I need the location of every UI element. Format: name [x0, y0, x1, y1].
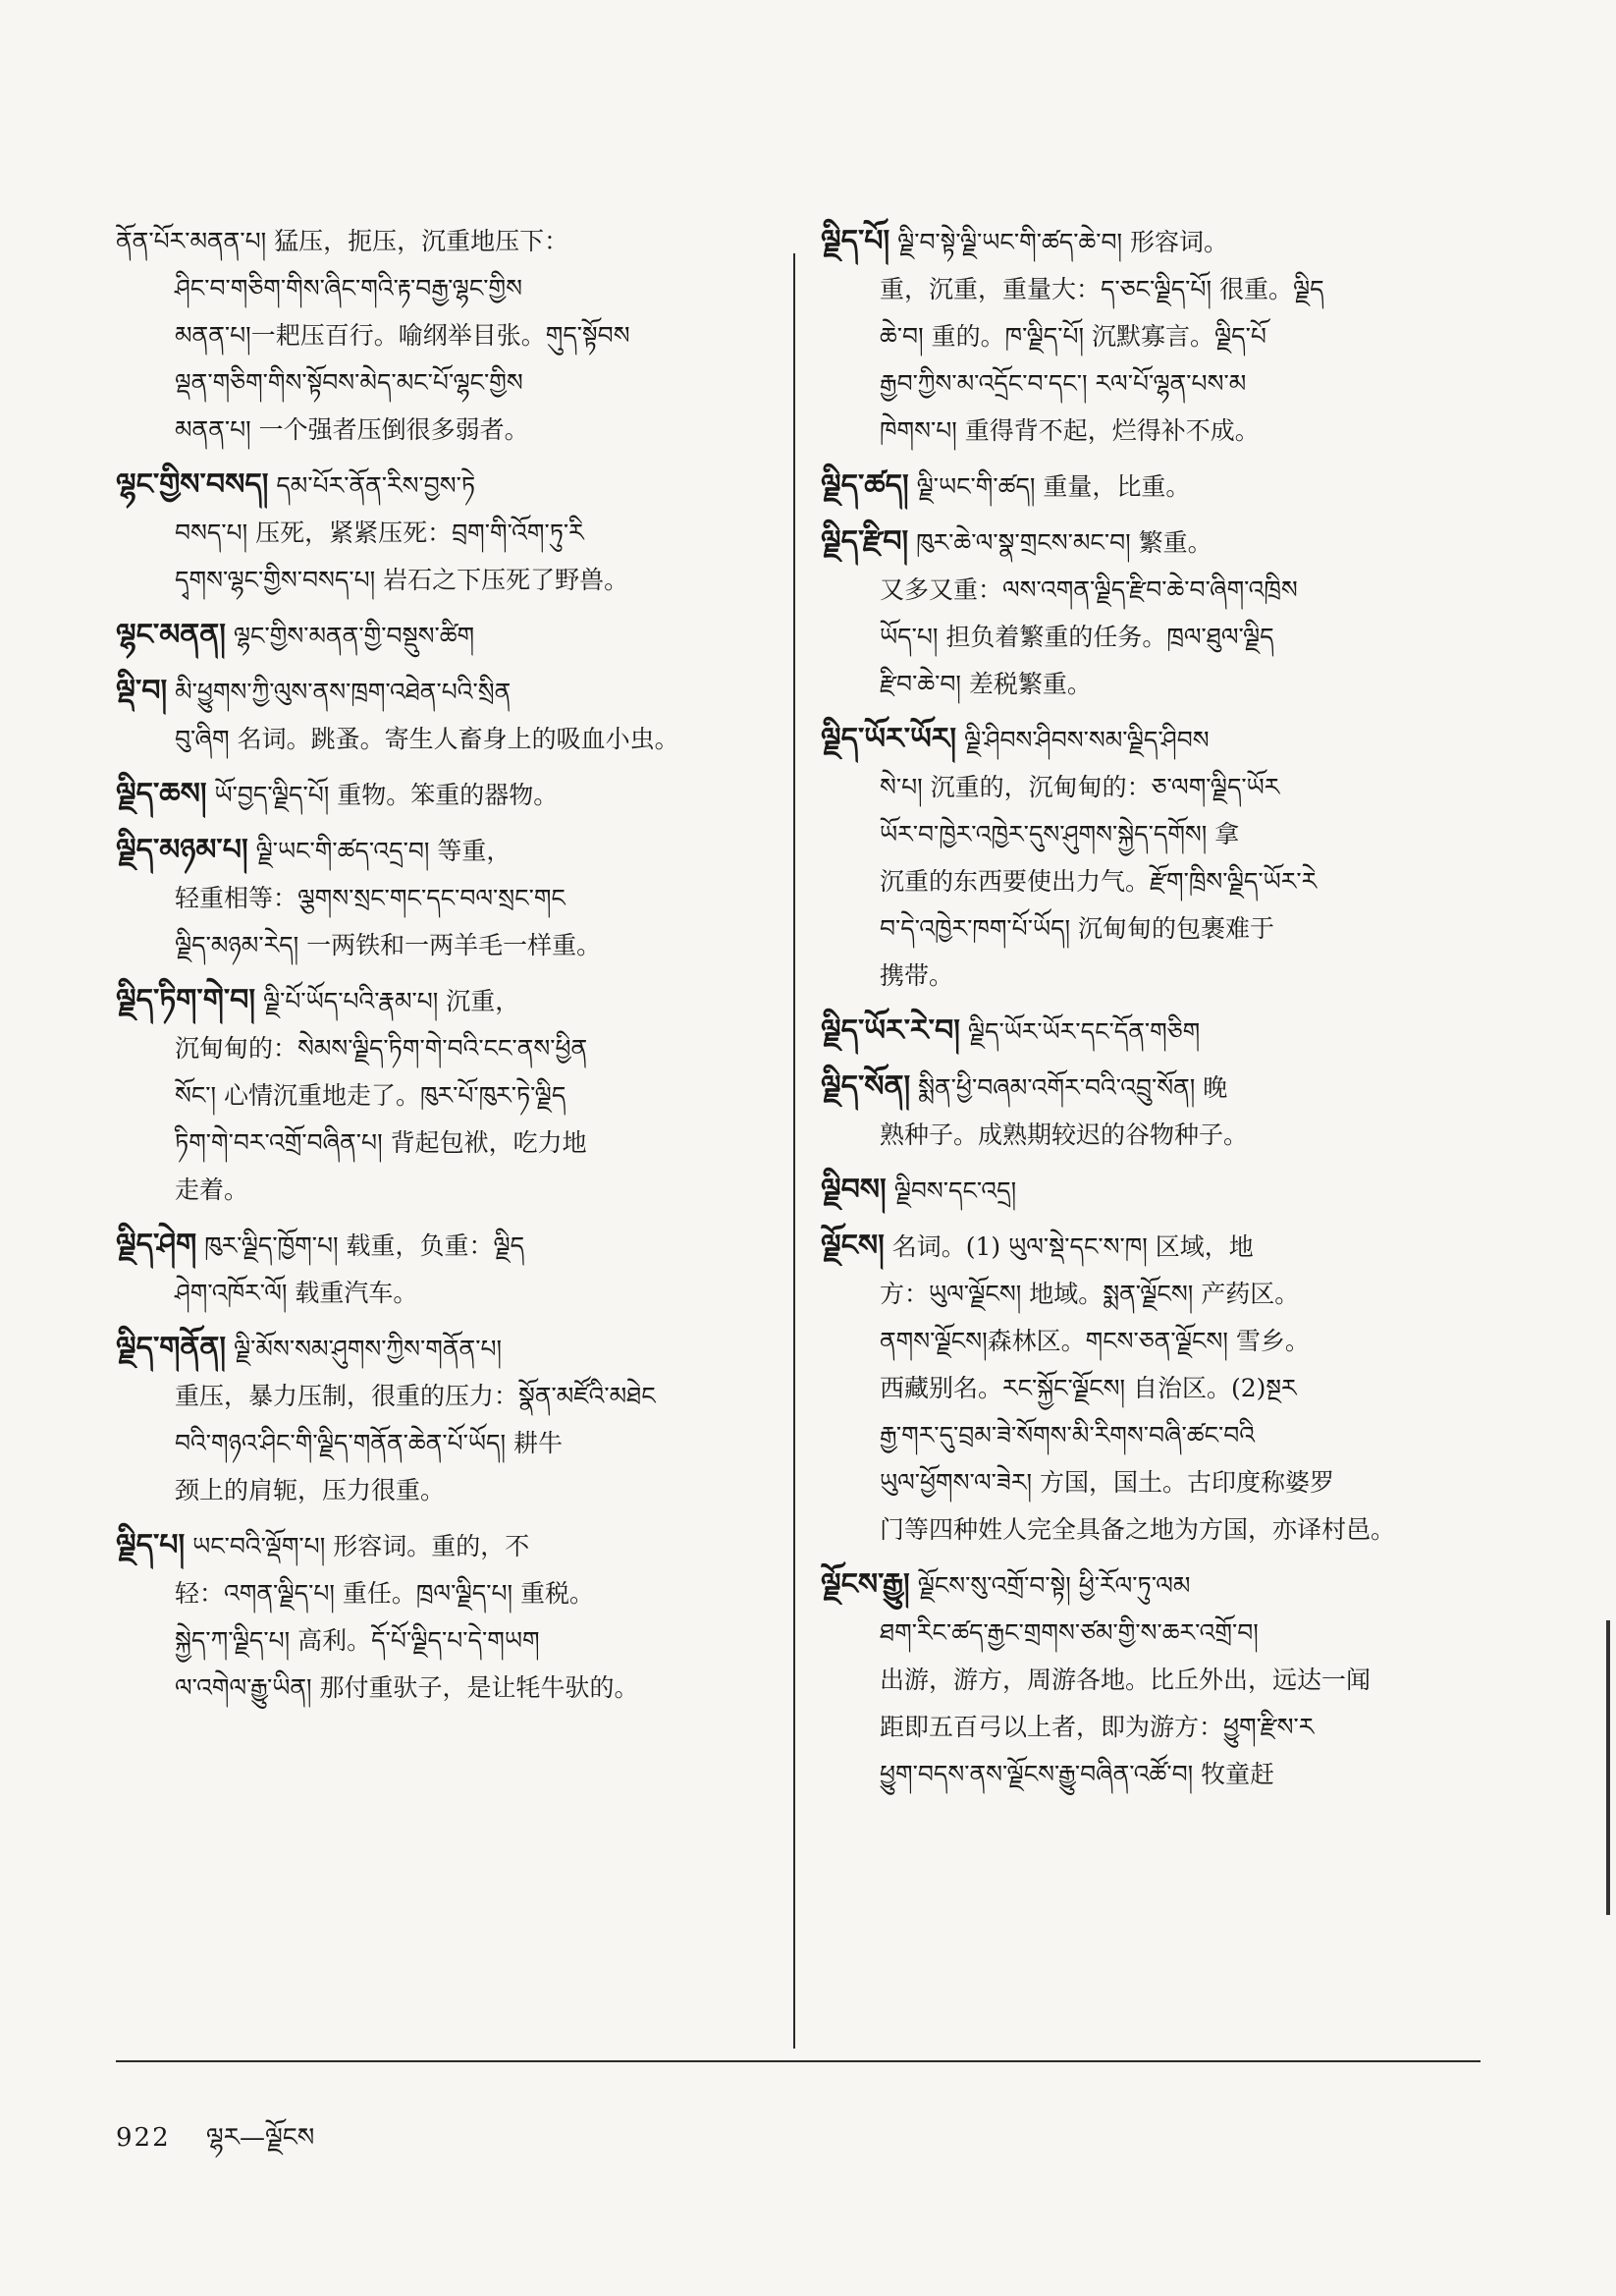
entry-text: བུ་ཞིག 名词。跳蚤。寄生人畜身上的吸血小虫。	[175, 725, 679, 753]
entry-text: 熟种子。成熟期较迟的谷物种子。	[880, 1121, 1249, 1149]
entry-line	[116, 1420, 776, 1467]
entry-text: རྫིབ་ཆེ་བ། 差税繁重。	[880, 670, 1092, 698]
entry-line	[116, 875, 776, 922]
entry-text: ལྗི་ཡང་གི་ཚད། 重量，比重。	[916, 472, 1191, 501]
entry-text: 重压，暴力压制，很重的压力：སྣོན་མཛོའི་མཐེང	[175, 1382, 656, 1410]
dictionary-entry	[821, 1223, 1488, 1554]
headword: ལྷང་གྱིས་བསད།	[116, 467, 269, 502]
entry-text: 方：ཡུལ་ལྗོངས། 地域。སྨན་ལྗོངས། 产药区。	[880, 1280, 1300, 1308]
left-column	[116, 218, 776, 1720]
entry-text: ལྗི་བ་སྟེ་ལྗི་ཡང་གི་ཚད་ཆེ་བ། 形容词。	[897, 228, 1229, 256]
entry-line	[821, 1318, 1488, 1365]
entry-text: ལྗི་ཤིབས་ཤིབས་སམ་ལྗིད་ཤིབས	[964, 726, 1210, 754]
entry-text: ལྗི་པོ་ཡོད་པའི་རྣམ་པ། 沉重，	[262, 987, 520, 1015]
right-column	[821, 218, 1488, 1806]
entry-text: དྭགས་ལྷང་གྱིས་བསད་པ། 岩石之下压死了野兽。	[175, 566, 629, 594]
entry-line	[116, 922, 776, 969]
entry-line	[116, 1120, 776, 1167]
entry-line	[821, 408, 1488, 455]
headword: ལྗོངས་རྒྱུ།	[821, 1567, 910, 1602]
entry-line	[821, 1704, 1488, 1751]
entry-text: 又多又重：ལས་འགན་ལྗིད་རྫིབ་ཆེ་བ་ཞིག་འཁྲིས	[880, 575, 1298, 604]
entry-line	[116, 1270, 776, 1317]
entry-text: 走着。	[175, 1175, 249, 1204]
dictionary-entry	[821, 1064, 1488, 1159]
entry-line	[116, 668, 776, 716]
entry-text: བའི་གཉའ་ཤིང་གི་ལྗིད་གནོན་ཆེན་པོ་ཡོད། 耕牛	[175, 1429, 563, 1457]
entry-line	[116, 1467, 776, 1514]
entry-text: ཆེ་བ། 重的。ཁ་ལྗིད་པོ། 沉默寡言。ལྗིད་པོ	[880, 322, 1266, 351]
headword: ལྗོངས།	[821, 1229, 885, 1263]
headword: ལྗིད་མཉམ་པ།	[116, 833, 248, 867]
entry-line	[116, 218, 776, 265]
entry-line	[116, 771, 776, 819]
entry-line	[821, 313, 1488, 360]
entry-text: ལྡན་གཅིག་གིས་སྟོབས་མེད་མང་པོ་ལྷང་གྱིས	[175, 368, 523, 397]
entry-text: ཡོད་པ། 担负着繁重的任务。ཁྲལ་ཐུལ་ལྗིད	[880, 623, 1274, 651]
entry-line	[821, 1459, 1488, 1506]
entry-text: ཡོ་བྱད་ལྗིད་པོ། 重物。笨重的器物。	[214, 781, 559, 809]
entry-line	[116, 827, 776, 875]
entry-line	[116, 557, 776, 604]
entry-text: ལྷང་གྱིས་མནན་གྱི་བསྡུས་ཚིག	[233, 622, 475, 650]
headword: ལྷང་མནན།	[116, 618, 226, 652]
entry-text: ལྗི་མོས་སམ་ཤུགས་ཀྱིས་གནོན་པ།	[234, 1335, 503, 1363]
entry-line	[116, 1025, 776, 1072]
entry-text: ལྗོངས་སུ་འགྲོ་བ་སྟེ། ཕྱི་རོལ་ཏུ་ལམ	[917, 1571, 1191, 1600]
entry-line	[821, 1167, 1488, 1215]
dictionary-entry	[116, 612, 776, 660]
entry-line	[821, 463, 1488, 511]
entry-text: ཡུལ་ཕྱོགས་ལ་ཟེར། 方国，国土。古印度称婆罗	[880, 1468, 1334, 1497]
footer-rule	[116, 2060, 1481, 2062]
entry-text: སེ་པ། 沉重的，沉甸甸的：ཅ་ལག་ལྗིད་ཡོར	[880, 773, 1280, 801]
headword: ལྡི་བ།	[116, 674, 168, 708]
entry-line	[821, 1112, 1488, 1159]
dictionary-entry	[821, 519, 1488, 708]
dictionary-entry	[116, 771, 776, 819]
entry-text: བ་དེ་འཁྱེར་ཁག་པོ་ཡོད། 沉甸甸的包裹难于	[880, 914, 1275, 943]
dictionary-entry	[116, 218, 776, 454]
entry-line	[116, 1373, 776, 1420]
dictionary-entry	[116, 977, 776, 1214]
entry-text: དམ་པོར་ནོན་རིས་བྱས་ཏེ	[276, 471, 476, 500]
entry-line	[821, 1008, 1488, 1056]
entry-text: 轻：འགན་ལྗིད་པ། 重任。ཁྲལ་ལྗིད་པ། 重税。	[175, 1579, 594, 1608]
entry-line	[821, 614, 1488, 661]
entry-line	[821, 661, 1488, 708]
entry-text: 沉重的东西要使出力气。རྫོག་ཁྲིས་ལྗིད་ཡོར་རེ	[880, 867, 1318, 896]
entry-text: 携带。	[880, 961, 954, 990]
entry-text: ནགས་ལྗོངས།森林区。གངས་ཅན་ལྗོངས། 雪乡。	[880, 1327, 1310, 1355]
headword: ལྗིད་པོ།	[821, 224, 890, 258]
entry-line	[821, 1657, 1488, 1704]
column-divider	[793, 253, 795, 2049]
entry-text: མནན་པ།一耙压百行。喻纲举目张。གུད་སྟོབས	[175, 321, 630, 350]
entry-line	[116, 1325, 776, 1373]
entry-line	[116, 462, 776, 510]
entry-line	[116, 977, 776, 1025]
entry-line	[821, 905, 1488, 953]
dictionary-entry	[821, 218, 1488, 455]
entry-line	[116, 1617, 776, 1665]
entry-text: རྒྱབ་ཀྱིས་མ་འདྲོང་བ་དང་། རལ་པོ་ལྷན་པས་མ	[880, 369, 1247, 398]
entry-text: 距即五百弓以上者，即为游方：ཕྱུག་རྫིས་ར	[880, 1713, 1315, 1741]
entry-text: ཕྱུག་བདས་ནས་ལྗོངས་རྒྱུ་བཞིན་འཚོ་བ། 牧童赶	[880, 1760, 1275, 1788]
entry-line	[821, 1751, 1488, 1798]
dictionary-entry	[116, 827, 776, 969]
dictionary-entry	[821, 1561, 1488, 1798]
dictionary-entry	[116, 668, 776, 763]
entry-line	[116, 359, 776, 407]
entry-text: 沉甸甸的：སེམས་ལྗིད་ཏིག་གེ་བའི་ངང་ནས་ཕྱིན	[175, 1034, 588, 1063]
entry-line	[821, 567, 1488, 614]
entry-line	[116, 1665, 776, 1712]
entry-line	[821, 811, 1488, 858]
entry-text: 出游，游方，周游各地。比丘外出，远达一闻	[880, 1666, 1372, 1694]
dictionary-entry	[116, 462, 776, 604]
entry-line	[821, 764, 1488, 811]
entry-line	[821, 218, 1488, 266]
entry-line	[821, 1223, 1488, 1271]
headword: ལྗིད་ཤེག	[116, 1228, 197, 1262]
entry-text: བསད་པ། 压死，紧紧压死：བྲག་གི་འོག་ཏུ་རི	[175, 519, 584, 547]
entry-text: ཤིང་བ་གཅིག་གིས་ཞིང་གའི་རྟ་བརྒྱ་ལྷང་གྱིས	[175, 274, 522, 302]
page-footer	[116, 2109, 314, 2181]
entry-line	[116, 1570, 776, 1617]
headword: ལྗིད་ཆས།	[116, 777, 207, 811]
entry-text: 重，沉重，重量大：ད་ཅང་ལྗིད་པོ། 很重。ལྗིད	[880, 275, 1324, 303]
entry-line	[821, 1610, 1488, 1657]
entry-text: ཁུར་ལྗིད་ཁྱོག་པ། 载重，负重：ལྗིད	[204, 1231, 525, 1260]
headword: ལྗིད་ཏིག་གེ་བ།	[116, 983, 256, 1017]
page-range: ལྷར—ལྗོངས	[205, 2123, 315, 2153]
dictionary-entry	[821, 716, 1488, 1000]
entry-line	[821, 1365, 1488, 1412]
entry-line	[821, 716, 1488, 764]
headword: ལྗིད་གནོན།	[116, 1331, 227, 1365]
entry-line	[821, 858, 1488, 905]
entry-text: སོང་། 心情沉重地走了。ཁུར་པོ་ཁུར་ཏེ་ལྗིད	[175, 1081, 566, 1110]
entry-line	[116, 510, 776, 557]
entry-text: ལ་འགེལ་རྒྱུ་ཡིན། 那付重驮子，是让牦牛驮的。	[175, 1673, 639, 1702]
headword: ལྗིད་རྫིབ།	[821, 524, 909, 559]
entry-line	[821, 360, 1488, 408]
dictionary-entry	[116, 1325, 776, 1514]
entry-line	[116, 612, 776, 660]
entry-text: ལྗིད་མཉམ་རེད། 一两铁和一两羊毛一样重。	[175, 931, 602, 959]
entry-text: སྨིན་ཕྱི་བཞམ་འགོར་བའི་འབྲུ་སོན། 晚	[918, 1073, 1228, 1102]
entry-line	[821, 1561, 1488, 1610]
entry-text: ཏིག་གེ་བར་འགྲོ་བཞིན་པ། 背起包袱，吃力地	[175, 1128, 587, 1157]
headword: ལྗིད་ཡོར་ཡོར།	[821, 722, 957, 756]
entry-line	[821, 953, 1488, 1000]
entry-line	[116, 1167, 776, 1214]
entry-text: སྐྱེད་ཀ་ལྗིད་པ། 高利。དོ་པོ་ལྗིད་པ་དེ་གཡག	[175, 1626, 540, 1655]
dictionary-entry	[821, 1167, 1488, 1215]
entry-line	[821, 1412, 1488, 1459]
dictionary-entry	[821, 463, 1488, 511]
entry-text: ཡང་བའི་ལྡོག་པ། 形容词。重的，不	[192, 1532, 530, 1560]
headword: ལྗིད་སོན།	[821, 1069, 911, 1104]
dictionary-entry	[116, 1522, 776, 1712]
entry-line	[821, 1506, 1488, 1554]
entry-line	[821, 519, 1488, 567]
entry-text: 门等四种姓人完全具备之地为方国，亦译村邑。	[880, 1515, 1396, 1544]
entry-text: 轻重相等：ལྕགས་སྲང་གང་དང་བལ་སྲང་གང	[175, 884, 566, 912]
entry-text: མི་ཕྱུགས་ཀྱི་ལུས་ནས་ཁྲག་འཐེན་པའི་སྲིན	[175, 678, 512, 706]
entry-text: ལྗིད་ཡོར་ཡོར་དང་དོན་གཅིག	[967, 1017, 1201, 1046]
entry-line	[821, 1271, 1488, 1318]
entry-text: 名词。(1) ཡུལ་སྡེ་དང་ས་ཁ། 区域，地	[891, 1232, 1254, 1261]
entry-text: རྒྱ་གར་དུ་བྲམ་ཟེ་སོགས་མི་རིགས་བཞི་ཚང་བའི	[880, 1421, 1256, 1449]
headword: ལྗིད་པ།	[116, 1528, 186, 1562]
headword: ལྗིད་ཡོར་རེ་བ།	[821, 1013, 960, 1048]
entry-text: ནོན་པོར་མནན་པ། 猛压，扼压，沉重地压下：	[116, 227, 569, 255]
entry-line	[116, 312, 776, 359]
headword: ལྗིབས།	[821, 1173, 887, 1207]
entry-text: 颈上的肩轭，压力很重。	[175, 1476, 446, 1504]
scan-edge-mark	[1606, 1620, 1610, 1915]
entry-text: ལྗི་ཡང་གི་ཚད་འདྲ་བ། 等重，	[255, 837, 512, 865]
dictionary-entry	[821, 1008, 1488, 1056]
entry-text: ཁུར་ཆེ་ལ་སྣ་གྲངས་མང་བ། 繁重。	[916, 528, 1212, 557]
dictionary-entry	[116, 1222, 776, 1317]
entry-text: མནན་པ། 一个强者压倒很多弱者。	[175, 415, 529, 444]
entry-line	[116, 1222, 776, 1270]
entry-text: 西藏别名。རང་སྐྱོང་ལྗོངས། 自治区。(2)སྔར	[880, 1374, 1297, 1402]
entry-line	[821, 266, 1488, 313]
entry-line	[116, 716, 776, 763]
entry-text: ཐག་རིང་ཚད་རྒྱང་གྲགས་ཙམ་གྱི་ས་ཆར་འགྲོ་བ།	[880, 1618, 1259, 1647]
entry-line	[116, 1072, 776, 1120]
entry-text: ཤེག་འཁོར་ལོ། 载重汽车。	[175, 1279, 418, 1307]
entry-line	[116, 1522, 776, 1570]
entry-line	[116, 407, 776, 454]
entry-text: ཁེགས་པ། 重得背不起，烂得补不成。	[880, 416, 1260, 445]
entry-line	[821, 1064, 1488, 1112]
page-number: 922	[116, 2123, 171, 2153]
headword: ལྗིད་ཚད།	[821, 468, 909, 503]
entry-text: ལྗིབས་དང་འདྲ།	[893, 1176, 1017, 1205]
entry-text: ཡོར་བ་ཁྱེར་འཁྱེར་དུས་ཤུགས་སྐྱེད་དགོས། 拿	[880, 820, 1240, 848]
entry-line	[116, 265, 776, 312]
